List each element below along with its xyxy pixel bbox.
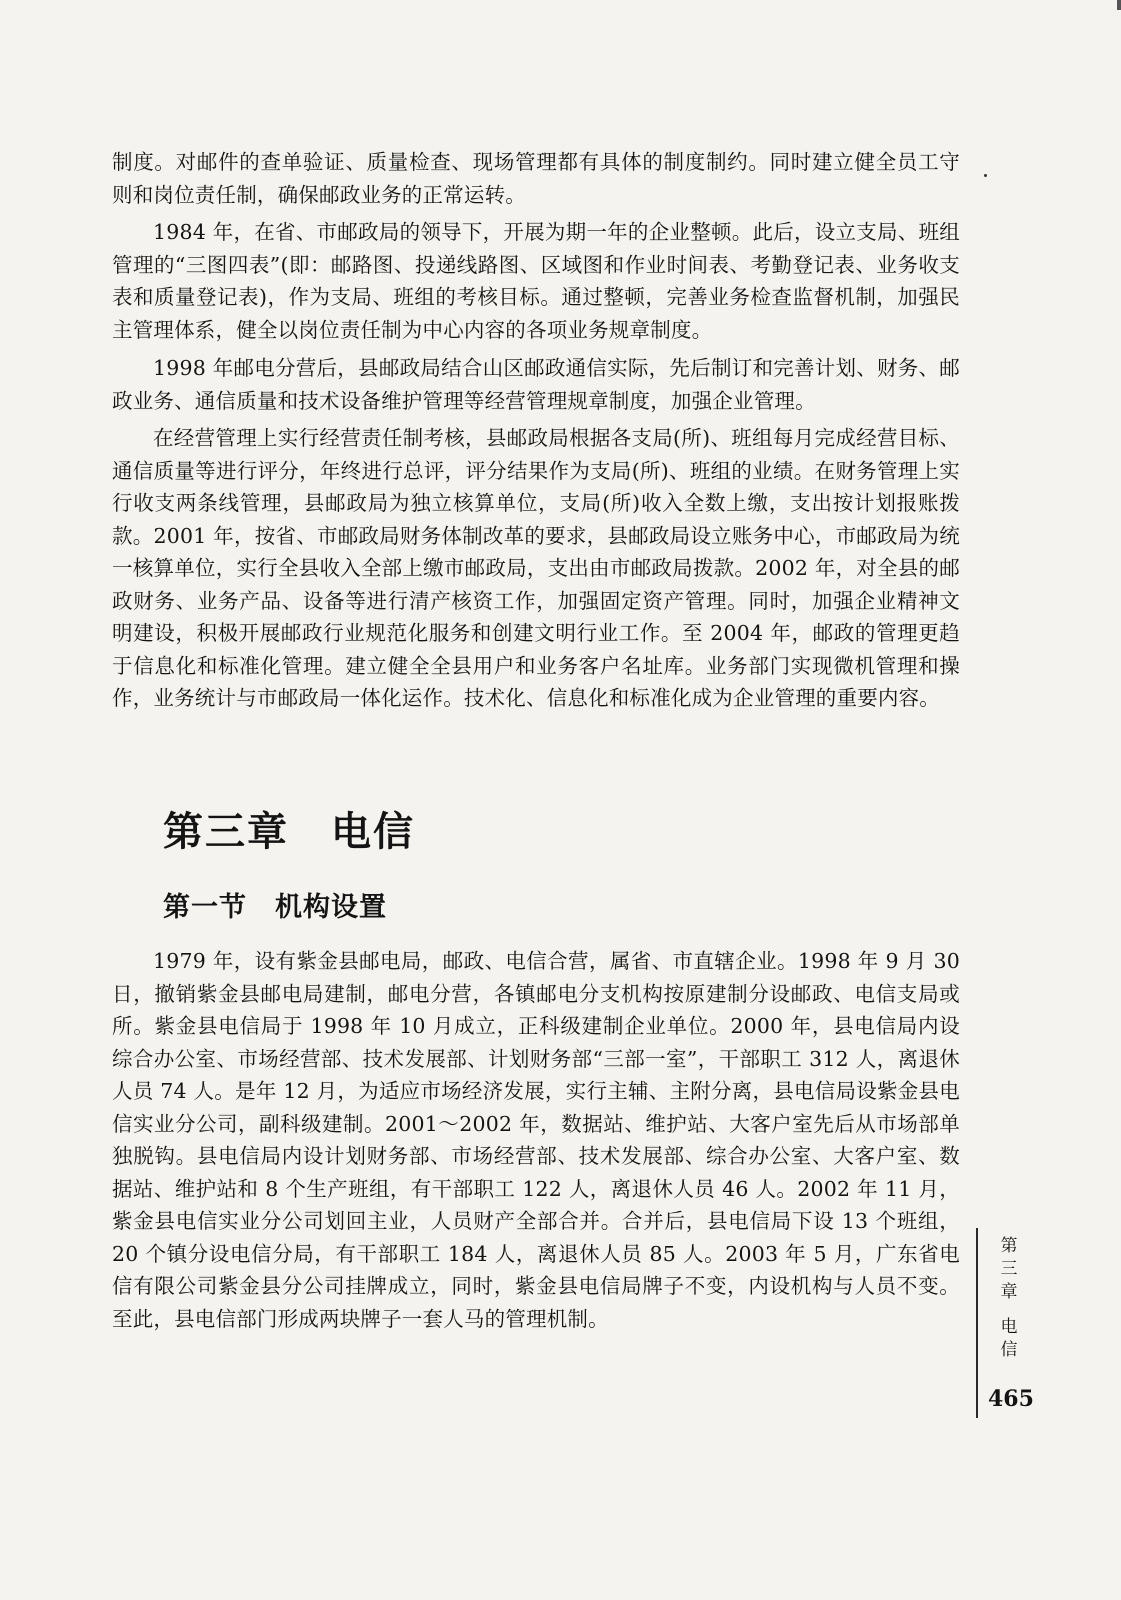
paragraph-continued: 制度。对邮件的查单验证、质量检查、现场管理都有具体的制度制约。同时建立健全员工守则和岗位责任制，确保邮政业务的正常运转。	[112, 150, 960, 207]
scan-edge-mark	[1117, 0, 1121, 10]
paragraph-organization: 1979 年，设有紫金县邮电局，邮政、电信合营，属省、市直辖企业。1998 年 9 月 30 日，撤销紫金县邮电局建制，邮电分营，各镇邮电分支机构按原建制分设邮政、电信支局或所。紫金县电信局于 1998 年 10 月成立，正科级建制企业单位。2000 年，县电信局内设综合办公室、市场经营部、技术发展部、计划财务部“三部一室”，干部职工 312 人，离退休人员 74 人。是年 12 月，为适应市场经济发展，实行主辅、主附分离，县电信局设紫金县电信实业分公司，副科级建制。2001～2002 年，数据站、维护站、大客户室先后从市场部单独脱钩。县电信局内设计划财务部、市场经营部、技术发展部、综合办公室、大客户室、数据站、维护站和 8 个生产班组，有干部职工 122 人，离退休人员 46 人。2002 年 11 月，紫金县电信实业分公司划回主业，人员财产全部合并。合并后，县电信局下设 13 个班组，20 个镇分设电信分局，有干部职工 184 人，离退休人员 85 人。2003 年 5 月，广东省电信有限公司紫金县分公司挂牌成立，同时，紫金县电信局牌子不变，内设机构与人员不变。至此，县电信部门形成两块牌子一套人马的管理机制。	[112, 949, 960, 1331]
side-tab-char: 章	[1000, 1282, 1018, 1302]
paragraph-1984-rectification: 1984 年，在省、市邮政局的领导下，开展为期一年的企业整顿。此后，设立支局、班组管理的“三图四表”(即：邮路图、投递线路图、区域图和作业时间表、考勤登记表、业务收支表和质量登记表)，作为支局、班组的考核目标。通过整顿，完善业务检查监督机制，加强民主管理体系，健全以岗位责任制为中心内容的各项业务规章制度。	[112, 220, 960, 342]
margin-rule	[976, 1228, 978, 1418]
side-tab-char: 信	[1000, 1340, 1018, 1360]
paragraph-1998-separation: 1998 年邮电分营后，县邮政局结合山区邮政通信实际，先后制订和完善计划、财务、邮政业务、通信质量和技术设备维护管理等经营管理规章制度，加强企业管理。	[112, 356, 960, 413]
side-tab-char: 电	[1000, 1317, 1018, 1337]
paragraph-management: 在经营管理上实行经营责任制考核，县邮政局根据各支局(所)、班组每月完成经营目标、通信质量等进行评分，年终进行总评，评分结果作为支局(所)、班组的业绩。在财务管理上实行收支两条线管理，县邮政局为独立核算单位，支局(所)收入全数上缴，支出按计划报账拨款。2001 年，按省、市邮政局财务体制改革的要求，县邮政局设立账务中心，市邮政局为统一核算单位，实行全县收入全部上缴市邮政局，支出由市邮政局拨款。2002 年，对全县的邮政财务、业务产品、设备等进行清产核资工作，加强固定资产管理。同时，加强企业精神文明建设，积极开展邮政行业规范化服务和创建文明行业工作。至 2004 年，邮政的管理更趋于信息化和标准化管理。建立健全全县用户和业务客户名址库。业务部门实现微机管理和操作，业务统计与市邮政局一体化运作。技术化、信息化和标准化成为企业管理的重要内容。	[112, 426, 960, 710]
chapter-title: 第三章 电信	[163, 809, 415, 855]
chapter-side-tab	[994, 1235, 1024, 1362]
side-tab-char: 三	[1000, 1259, 1018, 1279]
page-number: 465	[988, 1386, 1034, 1412]
scan-speck	[984, 174, 987, 177]
section-title: 第一节 机构设置	[163, 892, 387, 923]
side-tab-char: 第	[1000, 1236, 1018, 1256]
